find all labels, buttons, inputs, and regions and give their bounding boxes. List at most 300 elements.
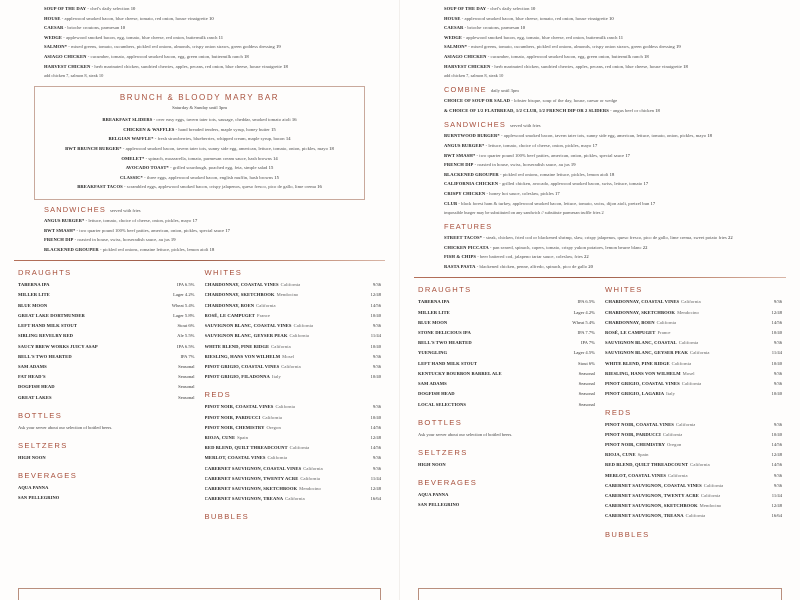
drink-value: 9/36 <box>773 472 782 478</box>
sandwiches-items-left <box>16 216 383 254</box>
drink-value: IPA 7% <box>581 340 595 346</box>
drink-value: 10/40 <box>370 312 381 318</box>
features-section <box>410 222 790 271</box>
menu-item <box>39 144 360 154</box>
drink-value: Wheat 5.4% <box>572 319 595 325</box>
menu-item <box>16 42 383 52</box>
drink-value: 11/44 <box>370 475 381 481</box>
menu-item-name: CLASSIC* <box>120 174 143 180</box>
bottles-heading-left: BOTTLES <box>18 410 63 420</box>
drink-row <box>605 491 782 501</box>
drink-row <box>418 379 595 389</box>
menu-item-price: 10 <box>129 6 136 11</box>
drink-value: 12/48 <box>771 452 782 458</box>
whites-list-left <box>205 280 382 382</box>
drink-region: California <box>700 492 721 498</box>
drink-name: HIGH NOON <box>18 454 46 460</box>
menu-item-price: 18 <box>281 63 288 69</box>
drink-region: Mosel <box>682 370 695 376</box>
drink-region: California <box>256 302 276 308</box>
menu-item <box>416 23 784 33</box>
menu-item <box>416 243 784 253</box>
drink-row <box>605 348 782 358</box>
drink-value: Ale 5.5% <box>177 333 195 339</box>
menu-item-description: - brioche croutons, parmesan <box>463 25 520 31</box>
menu-item-description: - lettuce, tomato, choice of cheese, onion, pickles, mayo <box>84 217 192 223</box>
menu-item-price: 17 <box>224 227 231 233</box>
drink-row <box>18 301 195 311</box>
drink-value: Seasonal <box>178 363 195 369</box>
drink-value: 10/40 <box>771 360 782 366</box>
menu-item-name: SALMON* <box>44 44 68 50</box>
menu-item <box>416 252 784 262</box>
features-heading-label: FEATURES <box>444 222 493 232</box>
menu-item-name: BWT SMASH* <box>44 227 76 233</box>
drink-value: IPA 6.5% <box>577 299 595 305</box>
drink-row <box>605 338 782 348</box>
drinks-column-beer-left <box>18 268 195 524</box>
drink-row <box>605 460 782 470</box>
menu-item-name: CHOICE OF SOUP OR SALAD <box>444 98 511 104</box>
menu-item-name: WEDGE <box>44 34 63 40</box>
drink-region: California <box>703 482 724 488</box>
seltzers-heading-right: SELTZERS <box>418 447 468 457</box>
drink-region: California <box>671 360 692 366</box>
drink-name: SAUVIGNON BLANC, GEYSER PEAK California <box>204 333 310 339</box>
beverages-list-left <box>18 483 195 503</box>
menu-item <box>416 131 784 141</box>
drink-row <box>205 362 382 372</box>
drink-row <box>205 301 382 311</box>
drinks-section-right <box>410 285 790 541</box>
drink-name: PINOT GRIGIO, LAGARIA Italy <box>605 391 676 397</box>
drink-row <box>605 440 782 450</box>
menu-item-name: SOUP OF THE DAY <box>444 6 487 11</box>
menu-item-price: 17 <box>642 181 649 187</box>
menu-item-description: - applewood smoked bacon, egg, tomato, blue cheese, red onion, buttermilk ranch <box>62 34 218 40</box>
brunch-bloody-mary-bar-box <box>34 86 365 200</box>
drink-region: California <box>685 513 706 519</box>
menu-item-name: STREET TACOS* <box>444 235 483 241</box>
menu-item-price: 18 <box>208 246 215 252</box>
drink-row <box>205 484 382 494</box>
menu-item-description: - black forest ham & turkey, applewood smoked bacon, lettuce, tomato, swiss, dijon aioli, pretzel bun <box>457 200 650 206</box>
bottles-note-right: Ask your server about our selection of bottled beers. <box>418 431 513 437</box>
drink-value: 9/36 <box>773 370 782 376</box>
drink-name: STONE DELICIOUS IPA <box>418 330 471 336</box>
menu-item <box>416 189 784 199</box>
drink-row <box>205 352 382 362</box>
combine-heading-sub: daily until 3pm <box>490 88 519 94</box>
drink-value: 9/36 <box>372 455 381 461</box>
drink-row <box>418 400 595 410</box>
menu-item-description: - cucumber, tomato, applewood smoked bacon, egg, green onion, buttermilk ranch <box>86 53 243 59</box>
drink-row <box>205 342 382 352</box>
combine-section <box>410 85 790 115</box>
drink-value: IPA 6.5% <box>177 282 195 288</box>
menu-item-description: - beer battered cod, jalapeno tartar sauce, coleslaw, fries <box>476 254 583 260</box>
drink-name: PINOT GRIGIO, COASTAL VINES California <box>605 381 702 387</box>
whites-list-right <box>605 297 782 399</box>
menu-item-name: AVOCADO TOAST* <box>125 165 169 171</box>
drink-name: PINOT NOIR, COASTAL VINES California <box>605 421 696 427</box>
menu-item <box>416 262 784 272</box>
drink-value: 16/64 <box>370 496 381 502</box>
drink-name: RED BLEND, QUILT THREADCOUNT California <box>204 445 310 451</box>
menu-item-price: 14 <box>284 136 291 142</box>
soups-salads-note: add chicken 7, salmon 8, steak 10 <box>44 73 104 79</box>
drink-value: 16/64 <box>771 513 782 519</box>
menu-item-name: HOUSE <box>444 15 461 21</box>
menu-item-name: BELGIAN WAFFLE* <box>108 136 154 142</box>
drink-row <box>605 430 782 440</box>
menu-item-description: - applewood smoked bacon, tavern tater tots, sunny side egg, american, lettuce, tomato, onion, pickles, mayo <box>121 145 328 151</box>
page-divider-rule-right <box>414 277 786 278</box>
drink-name: SAM ADAMS <box>418 381 447 387</box>
bottles-note-left: Ask your server about our selection of bottled beers. <box>18 424 113 430</box>
drink-name: CHARDONNAY, COASTAL VINES California <box>204 282 301 288</box>
drink-value: 10/40 <box>771 330 782 336</box>
drink-value: Lager 5.8% <box>173 312 195 318</box>
menu-item-name: OMELET* <box>121 155 145 161</box>
drink-name: GREAT LAKE DORTMUNDER <box>18 312 85 318</box>
draughts-list-left <box>18 280 195 402</box>
menu-item-price: 15 <box>273 174 279 180</box>
menu-item-price: 19 <box>569 162 576 168</box>
menu-item-price: 16 <box>290 117 297 123</box>
menu-item-name: CAESAR <box>44 25 64 31</box>
drink-row <box>418 338 595 348</box>
drink-row <box>418 348 595 358</box>
draughts-heading-left: DRAUGHTS <box>18 268 72 278</box>
page-divider-rule-left <box>14 260 385 261</box>
drink-name: PINOT NOIR, CHEMISTRY Oregon <box>204 424 281 430</box>
drink-value: 9/36 <box>773 299 782 305</box>
drink-value: 10/40 <box>771 391 782 397</box>
drink-value: 9/36 <box>773 421 782 427</box>
drink-value: 14/56 <box>370 302 381 308</box>
drink-row <box>18 290 195 300</box>
drink-row <box>205 413 382 423</box>
drink-value: 9/36 <box>773 340 782 346</box>
drink-value: Lager 4.2% <box>573 309 595 315</box>
menu-item-name: SALMON* <box>444 44 468 50</box>
drink-name: CHARDONNAY, SKETCHBOOK Mendocino <box>605 309 699 315</box>
drink-name: PINOT NOIR, CHEMISTRY Oregon <box>605 441 682 447</box>
menu-item <box>39 134 360 144</box>
drink-name: PINOT NOIR, PARDUCCI California <box>605 431 683 437</box>
bottles-heading-right: BOTTLES <box>418 417 463 427</box>
drink-value: 9/36 <box>372 465 381 471</box>
drink-region: Italy <box>271 374 281 380</box>
reds-heading-right: REDS <box>605 407 632 417</box>
drink-name: MERLOT, COASTAL VINES California <box>605 472 688 478</box>
menu-item-description: - mixed greens, tomato, cucumbers, pickled red onions, almonds, crispy onion straws, green goddess dressing <box>467 44 675 50</box>
drink-name: YUENGLING <box>418 350 448 356</box>
drink-row <box>605 389 782 399</box>
menu-item <box>39 115 360 125</box>
drink-name: AQUA PANNA <box>18 484 49 490</box>
menu-item-description: - pickled red onions, romaine lettuce, pickles, lemon aioli <box>498 171 609 177</box>
drink-name: AQUA PANNA <box>418 491 449 497</box>
drink-name: MILLER LITE <box>18 292 50 298</box>
drink-region: California <box>281 363 301 369</box>
menu-item <box>39 182 360 192</box>
drink-value: Wheat 5.4% <box>171 302 195 308</box>
drink-region: California <box>681 381 702 387</box>
drink-row <box>18 321 195 331</box>
drink-name: LEFT HAND MILK STOUT <box>18 323 77 329</box>
drink-value: 14/56 <box>771 441 782 447</box>
drink-row <box>605 501 782 511</box>
drink-name: CHARDONNAY, SKETCHBOOK Mendocino <box>204 292 299 298</box>
drink-value: 10/40 <box>370 343 381 349</box>
drink-row <box>605 420 782 430</box>
menu-item <box>16 52 383 62</box>
drink-value: 12/48 <box>370 485 381 491</box>
menu-item-price: 18 <box>706 133 713 139</box>
menu-item <box>16 216 383 226</box>
menu-item-description: - pan seared, spinach, capers, tomato, crispy yukon potatoes, lemon beurre blanc <box>488 244 642 250</box>
brunch-title: BRUNCH & BLOODY MARY BAR <box>119 93 280 103</box>
beverages-list-right <box>418 490 595 510</box>
menu-item-name: BLACKENED GROUPER <box>44 246 99 252</box>
bubbles-heading-right: BUBBLES <box>605 529 650 539</box>
drink-row <box>205 423 382 433</box>
drink-row <box>18 352 195 362</box>
menu-item-name: BREAKFAST SLIDERS <box>102 117 153 123</box>
menu-item <box>16 226 383 236</box>
drink-name: CABERNET SAUVIGNON, TREANA California <box>605 513 706 519</box>
soups-salads-items-right <box>416 4 784 71</box>
drink-name: CABERNET SAUVIGNON, SKETCHBOOK Mendocino <box>605 503 722 509</box>
menu-item-name: FRENCH DIP <box>444 162 474 168</box>
drink-value: 12/48 <box>771 309 782 315</box>
drink-row <box>605 297 782 307</box>
menu-item-name: ANGUS BURGER* <box>44 217 85 223</box>
drink-row <box>418 297 595 307</box>
drink-name: CABERNET SAUVIGNON, COASTAL VINES California <box>204 465 323 471</box>
drink-value: Seasonal <box>578 391 595 397</box>
draughts-heading-right: DRAUGHTS <box>418 285 472 295</box>
menu-item-price: 19 <box>274 44 281 50</box>
menu-item-name: BWT SMASH* <box>444 152 476 158</box>
menu-item <box>16 23 383 33</box>
menu-item-description: - angus beef or chicken <box>608 107 655 113</box>
menu-item-description: - grilled chicken, avocado, applewood smoked bacon, swiss, lettuce, tomato <box>498 181 643 187</box>
drink-name: SAUVIGNON BLANC, GEYSER PEAK California <box>605 350 710 356</box>
drink-name: CABERNET SAUVIGNON, TWENTY ACRE California <box>605 492 721 498</box>
menu-item <box>416 199 784 209</box>
drink-value: IPA 7.7% <box>577 330 595 336</box>
menu-item-price: 18 <box>608 171 615 177</box>
drink-region: France <box>657 330 671 336</box>
menu-item-description: - brioche croutons, parmesan <box>63 25 120 31</box>
drink-name: BLUE MOON <box>18 302 48 308</box>
drink-row <box>605 379 782 389</box>
drink-value: 9/36 <box>372 282 381 288</box>
drink-name: PINOT NOIR, COASTAL VINES California <box>204 404 295 410</box>
drink-row <box>205 290 382 300</box>
sandwiches-heading-left <box>44 205 383 214</box>
drink-value: Lager 4.5% <box>573 350 595 356</box>
menu-item-name: ASIAGO CHICKEN <box>444 53 487 59</box>
drink-region: California <box>285 496 305 502</box>
menu-item-name: BREAKFAST TACOS <box>77 184 123 190</box>
menu-item-description: - three eggs, applewood smoked bacon, english muffin, hash browns <box>142 174 274 180</box>
drink-name: CABERNET SAUVIGNON, SKETCHBOOK Mendocino <box>204 485 321 491</box>
drink-name: CABERNET SAUVIGNON, COASTAL VINES California <box>605 482 724 488</box>
menu-item-name: ANGUS BURGER* <box>444 142 485 148</box>
seltzers-heading-left: SELTZERS <box>18 440 68 450</box>
drink-row <box>205 280 382 290</box>
reds-heading-left: REDS <box>204 390 232 400</box>
drink-name: SIBLING REVELRY RED <box>18 333 74 339</box>
menu-item-price: 15 <box>269 126 276 132</box>
sandwiches-heading-label-right: SANDWICHES <box>444 120 506 130</box>
drink-value: 10/40 <box>370 414 381 420</box>
menu-item-description: - chef's daily selection <box>86 6 130 11</box>
menu-item-description: - lobster bisque, soup of the day, house, caesar or wedge <box>510 98 618 104</box>
whites-heading-right: WHITES <box>605 285 643 295</box>
menu-item-price: 17 <box>649 200 656 206</box>
drink-row <box>205 321 382 331</box>
menu-item-description: - roasted in house, swiss, horseradish sauce, au jus <box>73 237 170 243</box>
footer-frame-right <box>418 588 782 600</box>
drink-row <box>605 318 782 328</box>
drink-row <box>605 471 782 481</box>
menu-item <box>416 179 784 189</box>
drink-row <box>605 359 782 369</box>
drinks-column-beer-right <box>418 285 595 541</box>
menu-item-name: BWT BRUNCH BURGER* <box>65 145 122 151</box>
menu-item <box>16 245 383 255</box>
drink-value: Seasonal <box>178 394 195 400</box>
drink-value: 12/48 <box>370 434 381 440</box>
menu-item-description: - chef's daily selection <box>486 6 530 11</box>
drink-region: California <box>275 404 295 410</box>
reds-list-left <box>205 402 382 504</box>
drink-region: Mendocino <box>299 485 321 491</box>
drink-value: 11/44 <box>370 333 381 339</box>
menu-item-price: 10 <box>607 15 614 21</box>
draughts-list-right <box>418 297 595 409</box>
menu-item-description: - steak, chicken, fried cod or blackened shrimp, slaw, crispy jalapenos, queso fresco, pico de gallo, lime crema, sweet potato fries <box>482 235 727 241</box>
brunch-subtitle: Saturday & Sunday until 3pm <box>172 105 227 111</box>
menu-item <box>416 233 784 243</box>
menu-item-price: 16 <box>315 184 322 190</box>
menu-item <box>416 62 784 72</box>
menu-item <box>416 141 784 151</box>
menu-page-right <box>400 0 800 600</box>
soups-salads-note-right: add chicken 7, salmon 8, steak 10 <box>444 73 504 79</box>
drink-name: RIESLING, HANS VON WILHELM Mosel <box>204 353 295 359</box>
drink-row <box>205 372 382 382</box>
soups-salads-items <box>16 4 383 71</box>
menu-item <box>416 52 784 62</box>
seltzers-list-right <box>418 460 595 470</box>
drink-row <box>205 474 382 484</box>
menu-item-description: - lettuce, tomato, choice of cheese, onion, pickles, mayo <box>484 142 592 148</box>
menu-item-description: - fresh strawberries, blueberries, whipped cream, maple syrup, bacon <box>153 136 285 142</box>
drink-region: California <box>681 299 701 305</box>
menu-item-price: 11 <box>217 34 224 40</box>
drink-row <box>418 328 595 338</box>
menu-item-price: 22 <box>641 244 648 250</box>
drink-region: California <box>689 350 710 356</box>
brunch-items <box>39 115 360 192</box>
drink-value: Stout 6% <box>177 323 195 329</box>
menu-item <box>416 33 784 43</box>
drink-value: IPA 6.5% <box>177 343 195 349</box>
whites-heading-left: WHITES <box>204 268 243 278</box>
drink-region: California <box>271 343 291 349</box>
drink-name: RIOJA, CUNE Spain <box>605 452 649 458</box>
drink-name: ROSÉ, LE CAMPUGET France <box>605 330 671 336</box>
drink-name: DOGFISH HEAD <box>418 391 455 397</box>
drink-value: 9/36 <box>773 381 782 387</box>
menu-item-description: - two quarter pound 100% beef patties, american, onion, pickles, special sauce <box>475 152 625 158</box>
menu-item <box>416 170 784 180</box>
drink-value: 9/36 <box>372 404 381 410</box>
menu-item-price: 15 <box>267 165 274 171</box>
drink-row <box>205 464 382 474</box>
menu-item-price: 10 <box>529 6 536 11</box>
beverages-heading-left: BEVERAGES <box>18 470 78 480</box>
menu-item-price: 19 <box>674 44 681 50</box>
menu-item-price: 17 <box>191 217 198 223</box>
drink-row <box>418 359 595 369</box>
drink-region: Italy <box>666 391 676 397</box>
menu-item-name: SOUP OF THE DAY <box>44 6 87 11</box>
drink-row <box>18 362 195 372</box>
menu-item-price: 10 <box>119 25 126 31</box>
drink-row <box>205 433 382 443</box>
menu-item-description: - cucumber, tomato, applewood smoked bacon, egg, green onion, buttermilk ranch <box>486 53 643 59</box>
menu-item-name: HARVEST CHICKEN <box>44 63 91 69</box>
menu-item-name: CAESAR <box>444 25 464 31</box>
drink-name: PINOT GRIGIO, FILADONNA Italy <box>204 374 281 380</box>
drink-row <box>418 389 595 399</box>
menu-item <box>416 106 784 116</box>
menu-item-description: - blackened chicken, penne, alfredo, spinach, pico de gallo <box>475 263 588 269</box>
drink-value: Seasonal <box>578 381 595 387</box>
menu-item <box>416 96 784 106</box>
drink-name: WHITE BLEND, PINE RIDGE California <box>204 343 291 349</box>
drink-row <box>605 369 782 379</box>
drink-name: RIESLING, HANS VON WILHELM Mosel <box>605 370 695 376</box>
drink-name: CHARDONNAY, COASTAL VINES California <box>605 299 701 305</box>
drink-row <box>18 382 195 392</box>
drink-row <box>18 393 195 403</box>
drink-name: TABERNA IPA <box>18 282 50 288</box>
menu-item-price: 10 <box>207 15 214 21</box>
drink-name: SAUCY BREW WORKS JUICY ASAP <box>18 343 98 349</box>
drink-row <box>418 318 595 328</box>
drink-value: Seasonal <box>578 370 595 376</box>
menu-item-price: 11 <box>617 34 624 40</box>
menu-item-description: - scrambled eggs, applewood smoked bacon, crispy jalapenos, queso fresco, pico de gallo, lime crema <box>122 184 316 190</box>
features-heading <box>444 222 784 231</box>
drink-region: California <box>668 472 688 478</box>
drink-name: WHITE BLEND, PINE RIDGE California <box>605 360 692 366</box>
drink-region: California <box>289 445 310 451</box>
menu-item <box>39 173 360 183</box>
drink-name: RED BLEND, QUILT THREADCOUNT California <box>605 462 710 468</box>
drink-name: GREAT LAKES <box>18 394 52 400</box>
menu-item-description: - pickled red onions, romaine lettuce, pickles, lemon aioli <box>98 246 209 252</box>
drink-row <box>18 342 195 352</box>
